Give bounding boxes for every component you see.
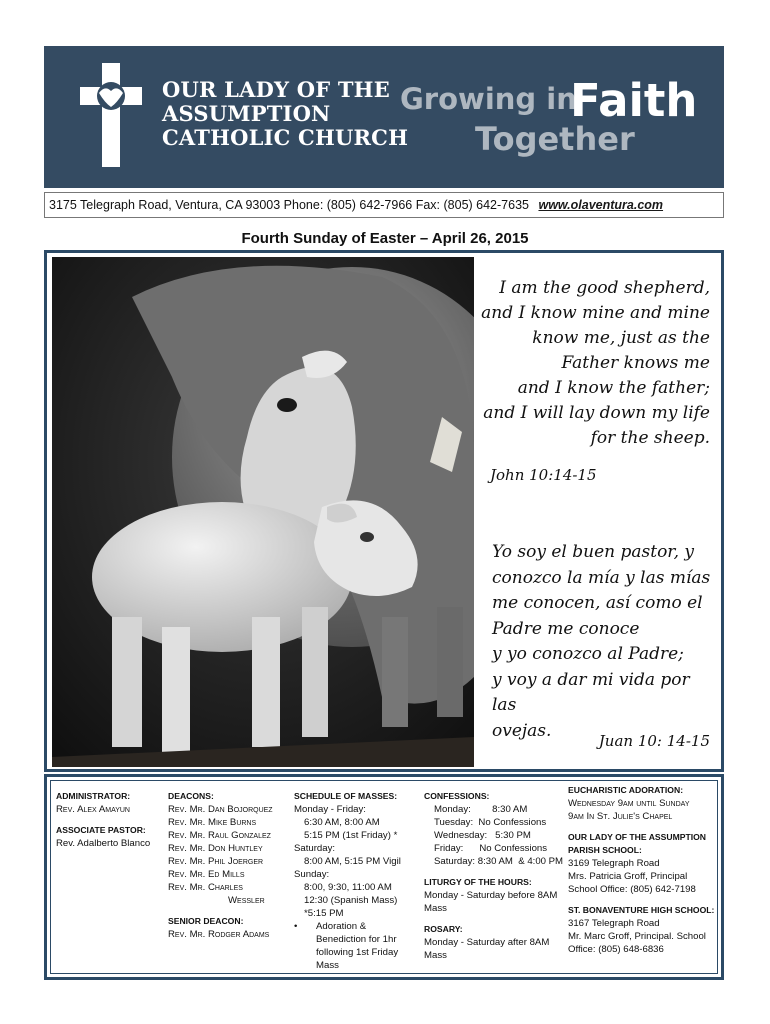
masses-sunday-times: 8:00, 9:30, 11:00 AM (304, 882, 392, 893)
high-school-line: Mr. Marc Groff, Principal. School (568, 931, 706, 942)
scripture-quote-english (480, 276, 710, 451)
church-name (162, 78, 408, 150)
confession-time: Friday: No Confessions (434, 843, 548, 854)
column-administration (56, 790, 150, 850)
adoration-note-text: Adoration & Benediction for 1hr following 1st Friday Mass (316, 921, 399, 971)
associate-pastor-name: Rev. Adalberto Blanco (56, 838, 151, 849)
adoration-line: 9am In St. Julie's Chapel (568, 811, 673, 822)
cross-logo-icon (80, 63, 142, 167)
senior-deacon-name: Rev. Mr. Rodger Adams (168, 929, 270, 940)
sheep-illustration (52, 257, 474, 767)
deacon-name: Rev. Mr. Charles (168, 882, 243, 893)
confession-time: Monday: 8:30 AM (434, 804, 528, 815)
quote-line: and I know the father; (517, 378, 710, 398)
adoration-note (294, 920, 404, 972)
motto-faith: Faith (570, 74, 698, 127)
parish-school-heading: OUR LADY OF THE ASSUMPTION PARISH SCHOOL: (568, 832, 706, 855)
masses-weekday-evening: 5:15 PM (1st Friday) * (304, 830, 398, 841)
deacon-name: Rev. Mr. Mike Burns (168, 817, 257, 828)
scripture-reference-english: John 10:14-15 (490, 466, 597, 484)
masses-weekday-times: 6:30 AM, 8:00 AM (304, 817, 380, 828)
deacons-heading: DEACONS: (168, 791, 214, 801)
associate-pastor-heading: ASSOCIATE PASTOR: (56, 825, 146, 835)
church-name-line-3: CATHOLIC CHURCH (162, 125, 409, 150)
high-school-line: Office: (805) 648-6836 (568, 944, 664, 955)
deacon-name: Rev. Mr. Raul Gonzalez (168, 830, 271, 841)
quote-line: me conocen, así como el (492, 593, 703, 613)
administrator-name: Rev. Alex Amayun (56, 804, 130, 815)
parish-school-line: 3169 Telegraph Road (568, 858, 660, 869)
quote-line: I am the good shepherd, (499, 278, 710, 298)
quote-line: y yo conozco al Padre; (492, 644, 684, 664)
liturgy-heading: LITURGY OF THE HOURS: (424, 877, 532, 887)
confession-time: Tuesday: No Confessions (434, 817, 547, 828)
motto-growing: Growing in (400, 82, 577, 116)
motto (400, 74, 700, 172)
confessions-heading: CONFESSIONS: (424, 791, 490, 801)
quote-line: ovejas. (492, 720, 552, 741)
scripture-quote-spanish (492, 540, 717, 744)
motto-together: Together (475, 120, 635, 158)
rosary-line: Monday - Saturday after 8AM (424, 937, 550, 948)
quote-line: conozco la mía y las mías (492, 567, 711, 588)
column-masses (294, 790, 404, 972)
masses-heading: SCHEDULE OF MASSES: (294, 791, 398, 801)
quote-line: Yo soy el buen pastor, y (492, 542, 694, 562)
deacon-name: Rev. Mr. Phil Joerger (168, 856, 264, 867)
quote-line: Padre me conoce (492, 618, 640, 639)
quote-line: and I know mine and mine (481, 303, 710, 323)
quote-line: and I will lay down my life (483, 403, 710, 423)
sheep-and-lamb-photo (52, 257, 474, 767)
senior-deacon-heading: SENIOR DEACON: (168, 916, 244, 926)
church-name-line-1: OUR LADY OF THE (162, 77, 390, 102)
liturgy-line: Monday - Saturday before 8AM (424, 890, 558, 901)
quote-line: know me, just as the (532, 328, 710, 348)
confession-time: Wednesday: 5:30 PM (434, 830, 531, 841)
column-confessions (424, 790, 563, 962)
masses-sunday-evening: *5:15 PM (304, 908, 344, 919)
liturgy-line: Mass (424, 903, 447, 914)
rosary-heading: ROSARY: (424, 924, 463, 934)
adoration-heading: EUCHARISTIC ADORATION: (568, 785, 684, 795)
column-adoration-schools (568, 784, 716, 956)
masses-saturday-times: 8:00 AM, 5:15 PM Vigil (304, 856, 401, 867)
administrator-heading: ADMINISTRATOR: (56, 791, 131, 801)
address-text: 3175 Telegraph Road, Ventura, CA 93003 Phone: (805) 642-7966 Fax: (805) 642-7635 (49, 198, 529, 212)
parish-school-line: School Office: (805) 642-7198 (568, 884, 696, 895)
scripture-reference-spanish: Juan 10: 14-15 (598, 732, 710, 750)
parish-school-line: Mrs. Patricia Groff, Principal (568, 871, 688, 882)
rosary-line: Mass (424, 950, 447, 961)
adoration-line: Wednesday 9am until Sunday (568, 798, 690, 809)
confession-time: Saturday: 8:30 AM & 4:00 PM (434, 856, 564, 867)
high-school-line: 3167 Telegraph Road (568, 918, 660, 929)
masses-sunday-spanish: 12:30 (Spanish Mass) (304, 895, 398, 906)
deacon-name: Rev. Mr. Don Huntley (168, 843, 263, 854)
quote-line: Father knows me (561, 353, 710, 373)
masses-saturday-label: Saturday: (294, 843, 336, 854)
bullet-icon: • (294, 921, 298, 932)
column-deacons (168, 790, 273, 941)
church-name-line-2: ASSUMPTION (162, 101, 331, 126)
quote-line: y voy a dar mi vida por las (492, 669, 690, 715)
deacon-name: Rev. Mr. Ed Mills (168, 869, 245, 880)
address-bar (44, 192, 724, 218)
website-link[interactable]: www.olaventura.com (538, 198, 664, 212)
masses-sunday-label: Sunday: (294, 869, 330, 880)
masses-weekday-label: Monday - Friday: (294, 804, 366, 815)
bulletin-title: Fourth Sunday of Easter – April 26, 2015 (241, 230, 529, 247)
deacon-name-continued: Wessler (228, 895, 265, 906)
high-school-heading: ST. BONAVENTURE HIGH SCHOOL: (568, 905, 715, 915)
deacon-name: Rev. Mr. Dan Bojorquez (168, 804, 273, 815)
quote-line: for the sheep. (590, 428, 710, 448)
